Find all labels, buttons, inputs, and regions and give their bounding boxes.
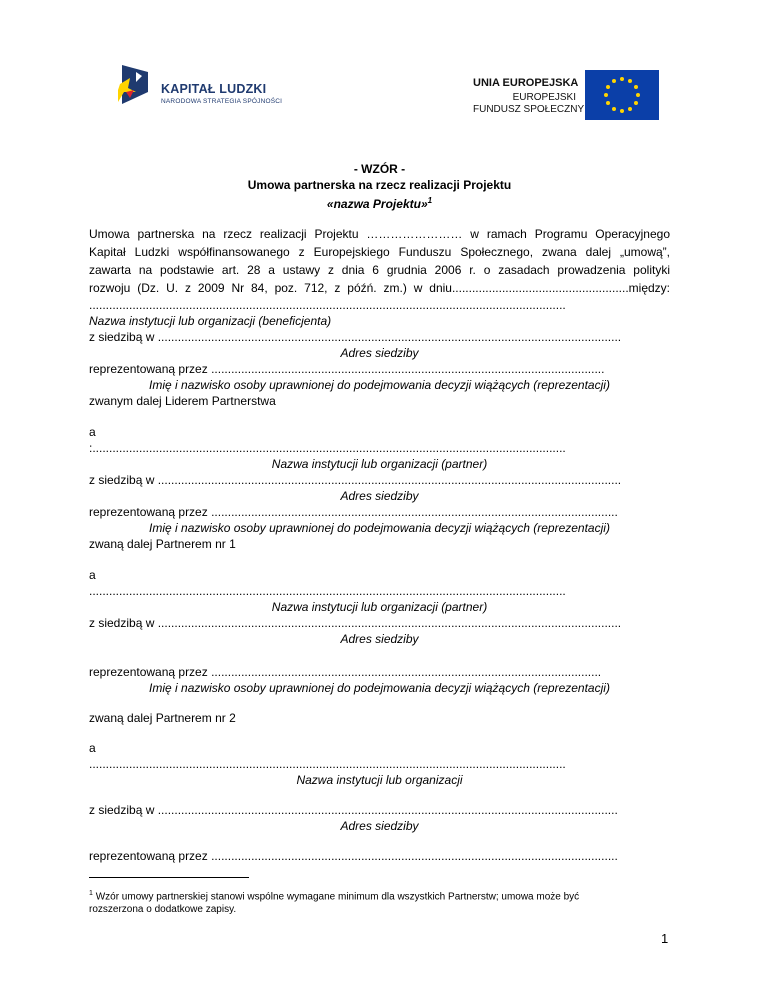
kl-logo-subtitle: NARODOWA STRATEGIA SPÓJNOŚCI: [161, 98, 283, 105]
footnote-line-2: rozszerzona o dodatkowe zapisy.: [89, 904, 237, 915]
partner3-rep: reprezentowaną przez ..........................................................................................................................: [89, 849, 618, 863]
partner2-dots: ...............................................................................................................................................: [89, 584, 566, 598]
beneficiary-rep-label: Imię i nazwisko osoby uprawnionej do podejmowania decyzji wiążących (reprezentacji): [149, 378, 610, 392]
partner1-called: zwaną dalej Partnerem nr 1: [89, 537, 236, 551]
partner1-a: a: [89, 425, 96, 439]
partner1-dots: :..............................................................................................................................................: [89, 441, 566, 455]
partner1-seat: z siedzibą w ...........................................................................................................................................: [89, 473, 622, 487]
beneficiary-seat: z siedzibą w ...........................................................................................................................................: [89, 330, 622, 344]
eu-title: UNIA EUROPEJSKA: [473, 77, 579, 89]
partner1-rep: reprezentowaną przez ..........................................................................................................................: [89, 505, 618, 519]
kl-logo-title: KAPITAŁ LUDZKI: [161, 82, 267, 96]
title-project-name: «nazwa Projektu»$^1$: [326, 196, 433, 211]
beneficiary-name-label: Nazwa instytucji lub organizacji (beneficjenta): [89, 314, 332, 328]
beneficiary-called: zwanym dalej Liderem Partnerstwa: [89, 394, 276, 408]
partner3-seat: z siedzibą w ..........................................................................................................................................: [89, 803, 618, 817]
partner2-seat-label: Adres siedziby: [340, 632, 419, 646]
footnote-line-1: $^1$ Wzór umowy partnerskiej stanowi wspólne wymagane minimum dla wszystkich Partnerstw; umowa może być: [89, 890, 580, 903]
partner2-seat: z siedzibą w ...........................................................................................................................................: [89, 616, 622, 630]
partner1-rep-label: Imię i nazwisko osoby uprawnionej do podejmowania decyzji wiążących (reprezentacji): [149, 521, 610, 535]
partner3-dots: ...............................................................................................................................................: [89, 757, 566, 771]
partner3-name-label: Nazwa instytucji lub organizacji: [296, 773, 463, 787]
partner2-rep-label: Imię i nazwisko osoby uprawnionej do podejmowania decyzji wiążących (reprezentacji): [149, 681, 610, 695]
intro-paragraph: Umowa partnerska na rzecz realizacji Projektu …………………… w ramach Programu Operacyjnego Kapitał Ludzki współfinansowanego z Europejskiego Funduszu Społecznego, zwana dalej „umową”, zawarta na podstawie art. 28 a ustawy z dnia 6 grudnia 2006 r. o zasadach prowadzenia polityki rozwoju (Dz. U. z 2009 Nr 84, poz. 712, z późń. zm.) w dniu.....................................................między:: [89, 227, 670, 295]
beneficiary-rep: reprezentowaną przez ......................................................................................................................: [89, 362, 605, 376]
kapital-ludzki-logo-icon: [112, 62, 158, 108]
footnote-divider: [89, 877, 249, 878]
partner2-called: zwaną dalej Partnerem nr 2: [89, 711, 236, 725]
partner1-name-label: Nazwa instytucji lub organizacji (partner): [271, 457, 488, 471]
eu-subtitle-1: EUROPEJSKI: [512, 92, 576, 103]
partner3-seat-label: Adres siedziby: [340, 819, 419, 833]
partner2-rep: reprezentowaną przez .....................................................................................................................: [89, 665, 602, 679]
beneficiary-seat-label: Adres siedziby: [340, 346, 419, 360]
title-main: Umowa partnerska na rzecz realizacji Projektu: [247, 178, 512, 192]
eu-subtitle-2: FUNDUSZ SPOŁECZNY: [473, 104, 585, 115]
eu-flag-icon: [585, 70, 659, 120]
partner1-seat-label: Adres siedziby: [340, 489, 419, 503]
beneficiary-dots: ...............................................................................................................................................: [89, 298, 566, 312]
partner3-a: a: [89, 741, 96, 755]
title-wzor: - WZÓR -: [353, 162, 406, 176]
partner2-a: a: [89, 568, 96, 582]
partner2-name-label: Nazwa instytucji lub organizacji (partner): [271, 600, 488, 614]
page-number: 1: [661, 931, 669, 946]
